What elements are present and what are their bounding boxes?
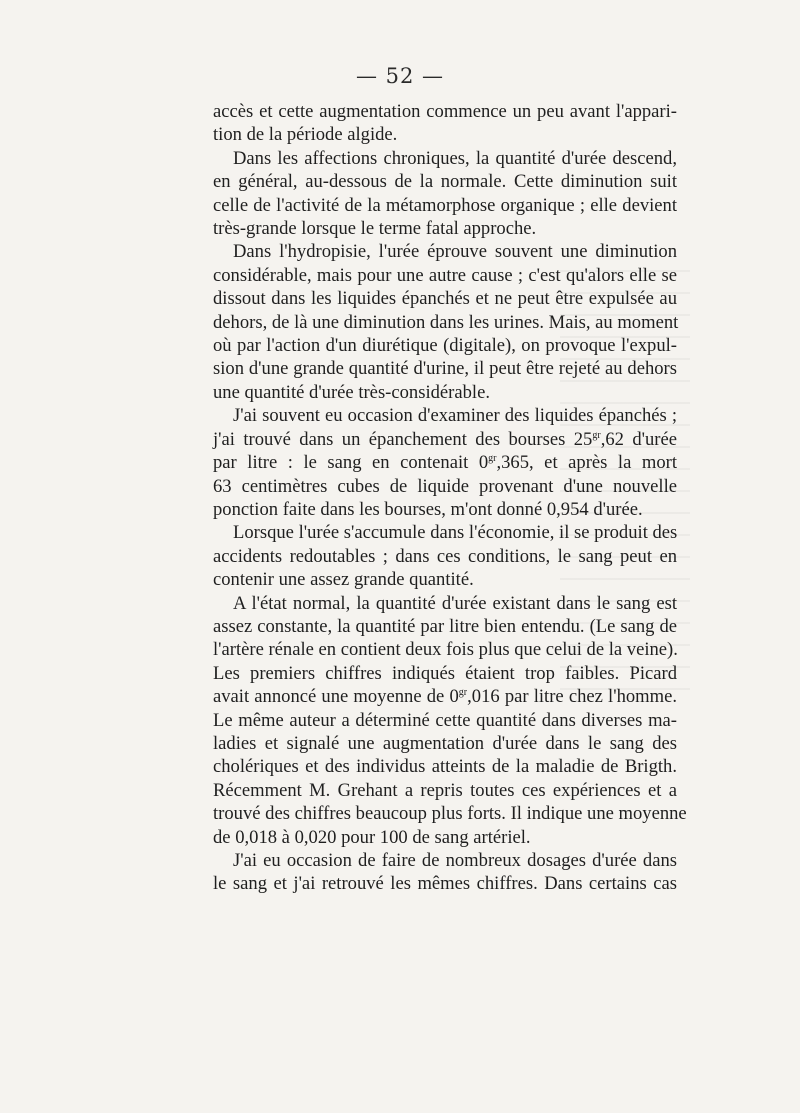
- text-line: une quantité d'urée très-considérable.: [213, 381, 490, 403]
- text-line: 63 centimètres cubes de liquide provenant d'une nouvelle: [213, 475, 677, 497]
- text-line: très-grande lorsque le terme fatal approche.: [213, 218, 537, 240]
- text-line: de 0,018 à 0,020 pour 100 de sang artériel.: [213, 826, 531, 848]
- text-line: cholériques et des individus atteints de la maladie de Brigth.: [213, 756, 677, 778]
- text-line: le sang et j'ai retrouvé les mêmes chiffres. Dans certains cas: [213, 873, 677, 895]
- text-line: l'artère rénale en contient deux fois plus que celui de la veine).: [213, 639, 678, 661]
- text-line: Récemment M. Grehant a repris toutes ces expériences et a: [213, 779, 677, 801]
- text-line: ladies et signalé une augmentation d'urée dans le sang des: [213, 732, 677, 754]
- text-line: J'ai eu occasion de faire de nombreux dosages d'urée dans: [233, 850, 677, 871]
- text-line: sion d'une grande quantité d'urine, il peut être rejeté au dehors: [213, 358, 677, 380]
- text-line: trouvé des chiffres beaucoup plus forts. Il indique une moyenne: [213, 803, 687, 825]
- text-line: accès et cette augmentation commence un peu avant l'appari-: [213, 101, 677, 122]
- text-line: Les premiers chiffres indiqués étaient trop faibles. Picard: [213, 662, 677, 684]
- text-line: J'ai souvent eu occasion d'examiner des liquides épanchés ;: [233, 405, 677, 427]
- text-line: dissout dans les liquides épanchés et ne peut être expulsée au: [213, 288, 677, 310]
- text-line: accidents redoutables ; dans ces conditions, le sang peut en: [213, 545, 677, 567]
- text-line: où par l'action d'un diurétique (digitale), on provoque l'expul-: [213, 335, 677, 357]
- text-line: Le même auteur a déterminé cette quantité dans diverses ma-: [213, 709, 677, 731]
- text-line: A l'état normal, la quantité d'urée existant dans le sang est: [233, 592, 677, 614]
- text-line: dehors, de là une diminution dans les urines. Mais, au moment: [213, 311, 679, 333]
- text-line: Dans les affections chroniques, la quantité d'urée descend,: [233, 147, 677, 169]
- text-line: ponction faite dans les bourses, m'ont donné 0,954 d'urée.: [213, 498, 643, 520]
- text-line: assez constante, la quantité par litre bien entendu. (Le sang de: [213, 615, 677, 637]
- text-line: j'ai trouvé dans un épanchement des bourses $25^{gr},62$ d'urée: [213, 428, 678, 450]
- text-line: considérable, mais pour une autre cause ; c'est qu'alors elle se: [213, 264, 677, 286]
- text-line: Dans l'hydropisie, l'urée éprouve souvent une diminution: [233, 241, 677, 263]
- text-line: celle de l'activité de la métamorphose organique ; elle devient: [213, 194, 677, 216]
- text-line: par litre : le sang en contenait $0^{gr},365$, et après la mort: [213, 452, 677, 474]
- text-line: tion de la période algide.: [213, 124, 398, 146]
- page-number-header: — 52 —: [355, 64, 445, 88]
- text-line: Lorsque l'urée s'accumule dans l'économie, il se produit des: [233, 522, 678, 544]
- text-line: contenir une assez grande quantité.: [213, 569, 474, 591]
- text-line: avait annoncé une moyenne de $0^{gr},016$ par litre chez l'homme.: [213, 686, 677, 708]
- body-text: [213, 100, 687, 896]
- text-line: en général, au-dessous de la normale. Cette diminution suit: [213, 171, 677, 193]
